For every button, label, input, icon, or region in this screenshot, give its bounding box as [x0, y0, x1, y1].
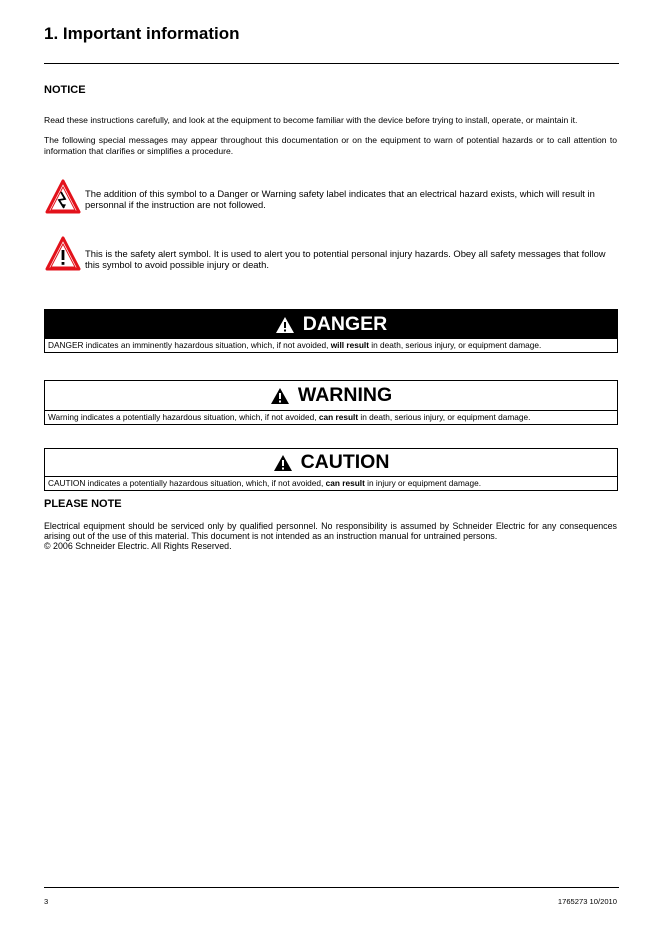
warning-triangle-icon	[270, 387, 290, 405]
danger-header	[45, 310, 617, 339]
danger-description: DANGER indicates an imminently hazardous situation, which, if not avoided, will result in death, serious injury, or equipment damage.	[48, 340, 542, 350]
notice-paragraph-1: Read these instructions carefully, and look at the equipment to become familiar with the device before trying to install, operate, or maintain it.	[44, 115, 578, 125]
page-number: 3	[44, 897, 49, 906]
footer-divider	[44, 887, 619, 888]
warning-description: Warning indicates a potentially hazardous situation, which, if not avoided, can result in death, serious injury, or equipment damage.	[48, 412, 531, 422]
notice-paragraph-2: The following special messages may appear throughout this documentation or on the equipment to warn of potential hazards or to call attention to information that clarifies or simplifies a procedure.	[44, 135, 617, 156]
warning-box	[44, 380, 618, 425]
warning-triangle-icon	[273, 454, 293, 472]
caution-header	[45, 449, 617, 477]
danger-box	[44, 309, 618, 353]
copyright-notice: © 2006 Schneider Electric. All Rights Reserved.	[44, 541, 232, 551]
caution-box	[44, 448, 618, 491]
please-note-heading: PLEASE NOTE	[44, 498, 122, 510]
caution-description: CAUTION indicates a potentially hazardous situation, which, if not avoided, can result in injury or equipment damage.	[48, 478, 482, 488]
safety-alert-description: This is the safety alert symbol. It is used to alert you to potential personal injury hazards. Obey all safety messages that follow this symbol to avoid possible injury or death.	[85, 248, 606, 270]
warning-label: WARNING	[297, 384, 393, 406]
title-divider	[44, 63, 619, 64]
safety-alert-icon	[45, 236, 81, 272]
warning-triangle-icon	[275, 316, 295, 334]
notice-heading: NOTICE	[44, 84, 86, 96]
please-note-text: Electrical equipment should be serviced only by qualified personnel. No responsibility is assumed by Schneider Electric for any consequences arising out of the use of this material. This document is not intended as an instruction manual for untrained persons.	[44, 521, 617, 541]
page-title: 1. Important information	[44, 24, 240, 43]
caution-label: CAUTION	[300, 451, 390, 473]
electrical-hazard-icon	[45, 179, 81, 215]
document-reference: 1765273 10/2010	[557, 897, 617, 906]
warning-header	[45, 381, 617, 411]
danger-label: DANGER	[302, 313, 388, 335]
electrical-hazard-description: The addition of this symbol to a Danger or Warning safety label indicates that an electrical hazard exists, which will result in personnal if the instruction are not followed.	[85, 188, 595, 210]
